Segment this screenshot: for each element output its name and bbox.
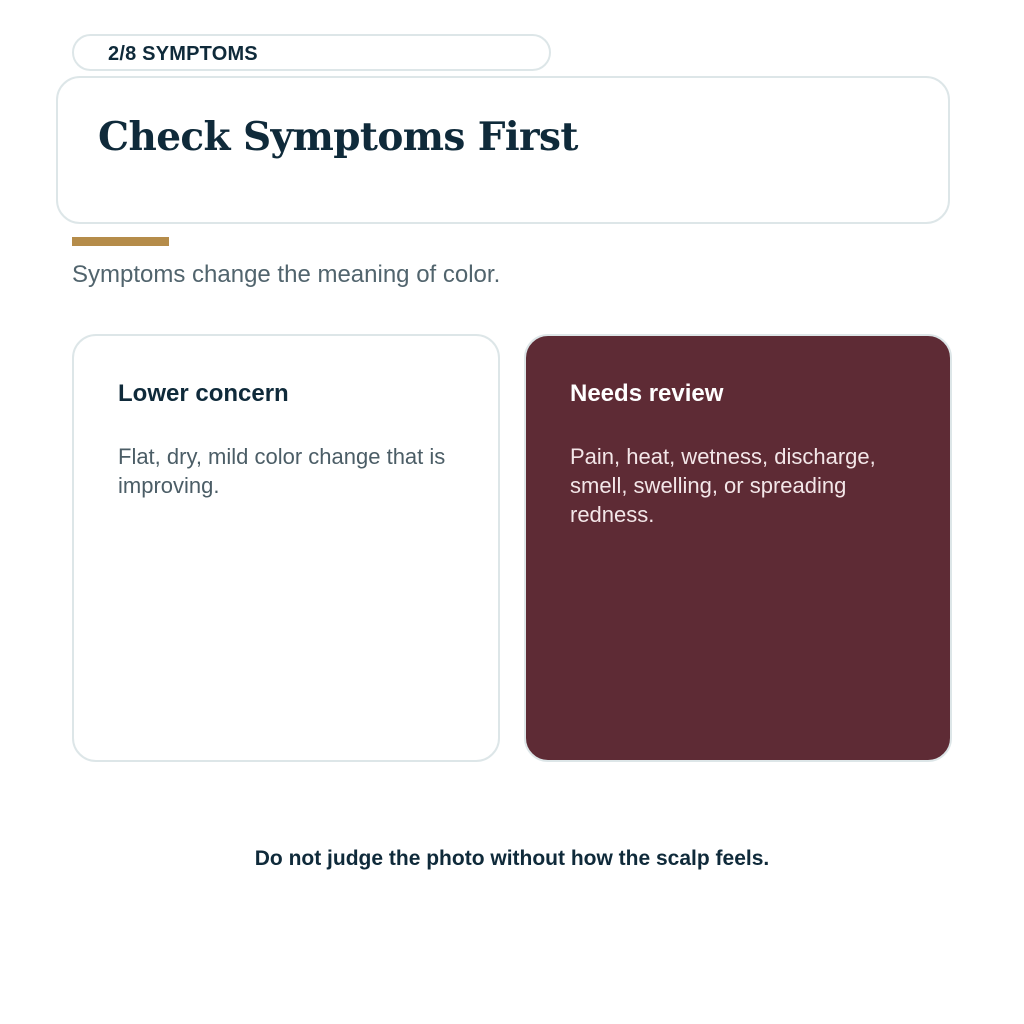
needs-review-description: Pain, heat, wetness, discharge, smell, swelling, or spreading redness.	[570, 444, 876, 527]
step-label: 2/8 SYMPTOMS	[108, 43, 258, 65]
lower-concern-card	[72, 334, 500, 762]
lower-concern-heading: Lower concern	[118, 380, 289, 407]
page-subtitle: Symptoms change the meaning of color.	[72, 261, 501, 288]
needs-review-card	[524, 334, 952, 762]
page-title: Check Symptoms First	[98, 114, 578, 160]
lower-concern-description: Flat, dry, mild color change that is improving.	[118, 444, 446, 498]
accent-bar	[72, 237, 169, 246]
needs-review-heading: Needs review	[570, 380, 724, 407]
title-card	[56, 76, 950, 224]
step-indicator	[72, 34, 551, 71]
footer-note: Do not judge the photo without how the scalp feels.	[254, 847, 770, 870]
